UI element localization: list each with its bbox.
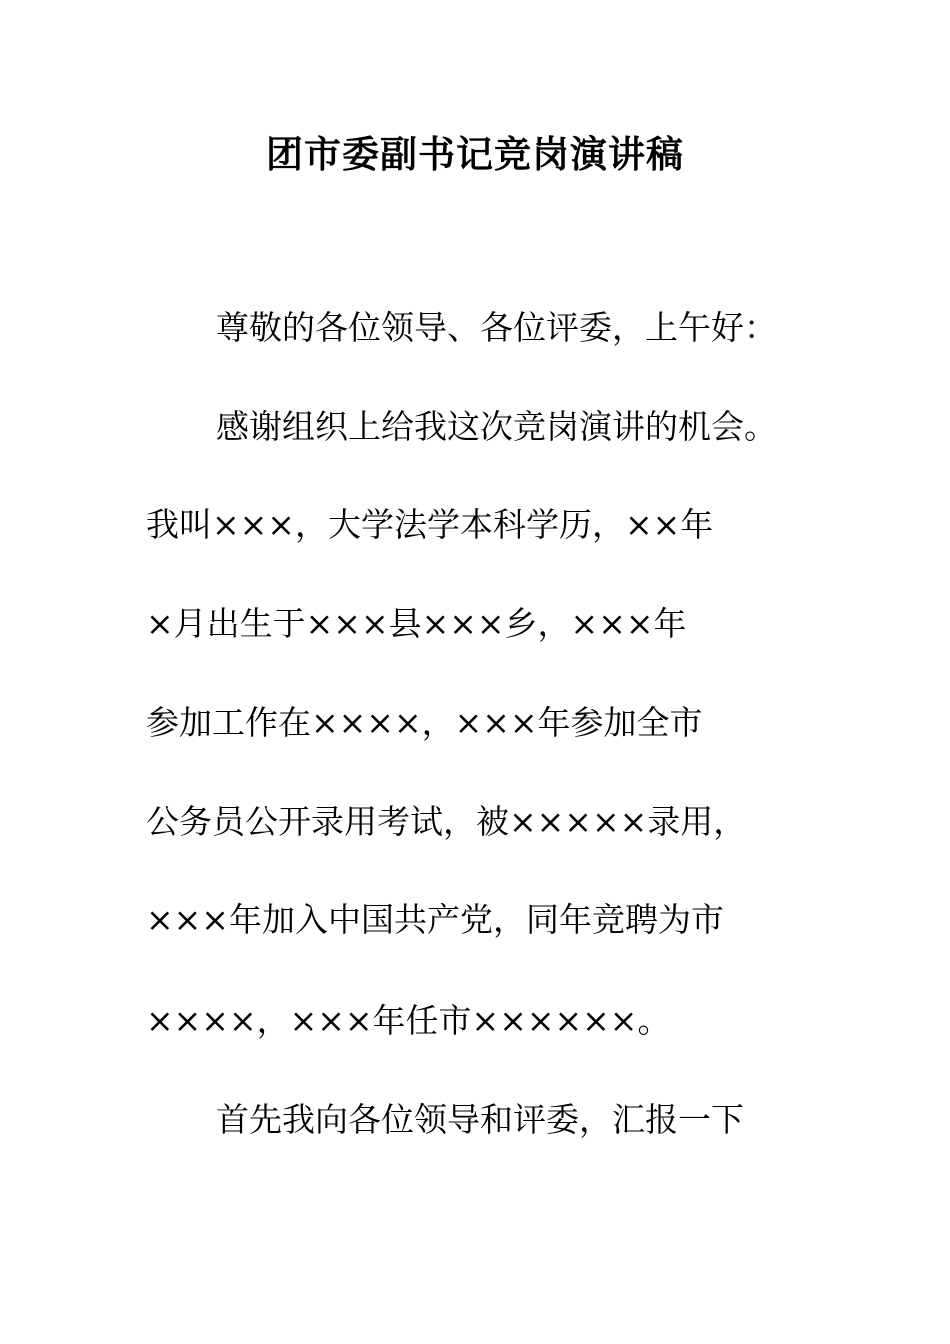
body-line: 公务员公开录用考试，被×××××录用， — [146, 802, 747, 841]
body-line: ×月出生于×××县×××乡，×××年 — [146, 604, 687, 643]
body-line: ××××，×××年任市××××××。 — [146, 1001, 671, 1040]
body-line: 参加工作在××××，×××年参加全市 — [146, 703, 703, 742]
body-line: 我叫×××，大学法学本科学历，××年 — [146, 505, 714, 544]
body-line: 感谢组织上给我这次竞岗演讲的机会。 — [216, 407, 777, 446]
body-line-greeting: 尊敬的各位领导、各位评委，上午好： — [216, 308, 777, 347]
body-line: ×××年加入中国共产党，同年竞聘为市 — [146, 900, 724, 939]
body-line: 首先我向各位领导和评委，汇报一下 — [216, 1100, 744, 1139]
document-title: 团市委副书记竞岗演讲稿 — [266, 132, 684, 176]
